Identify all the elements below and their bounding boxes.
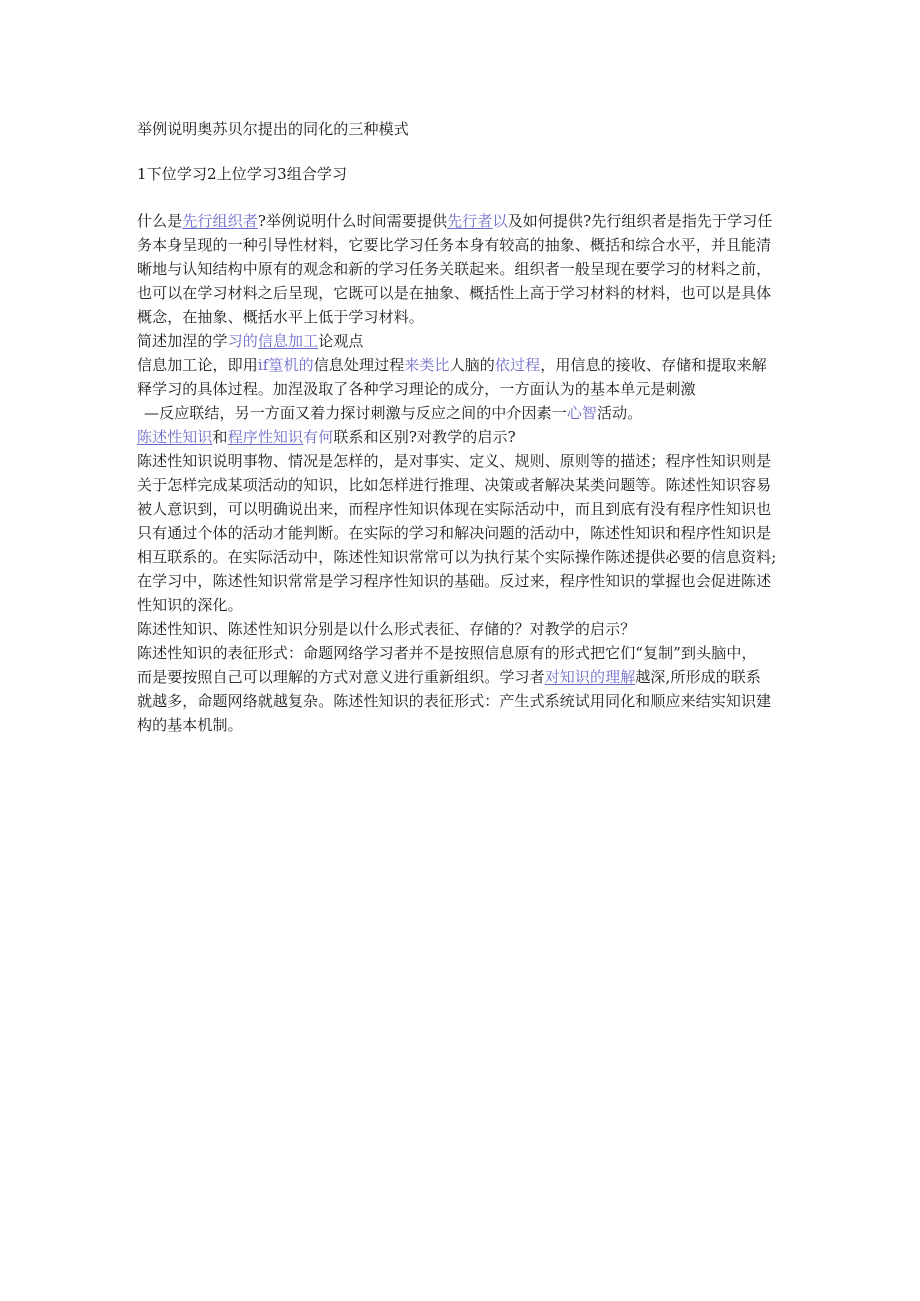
organizer-answer-start: 及如何提供?先行组织者是指先于学习任 [507,212,773,230]
organizer-answer-line-4: 也可以在学习材料之后呈现，它既可以是在抽象、概括性上高于学习材料的材料，也可以是具体 [137,284,772,302]
knowledge-answer-line-6: 在学习中，陈述性知识常常是学习程序性知识的基础。反过来，程序性知识的掌握也会促进陈述 [137,572,772,590]
organizer-answer-line-3: 晰地与认知结构中原有的观念和新的学习任务关联起来。组织者一般呈现在要学习的材料之前， [137,260,772,278]
and-text: 和 [212,428,228,446]
assimilation-heading: 举例说明奥苏贝尔提出的同化的三种模式 [137,120,409,138]
learning-modes-line: 1下位学习2上位学习3组合学习 [137,165,348,183]
knowledge-answer-line-7: 性知识的深化。 [137,596,243,614]
yi-link[interactable]: 以 [492,212,508,230]
representation-answer-2-suffix: 越深,所形成的联系 [635,668,761,686]
gagne-question-suffix: 论观点 [318,332,364,350]
gagne-answer-mid: 信息处理过程 [313,356,405,374]
gagne-answer-line-1 [137,353,767,377]
mind-link[interactable]: 心智 [566,404,598,422]
knowledge-answer-line-1: 陈述性知识说明事物、情况是怎样的，是对事实、定义、规则、原则等的描述；程序性知识则是 [137,452,772,470]
representation-answer-line-4: 构的基本机制。 [137,716,243,734]
youhe-link[interactable]: 有何 [303,428,334,446]
representation-answer-line-1: 陈述性知识的表征形式：命题网络学习者并不是按照信息原有的形式把它们“复制”到头脑中， [137,644,757,662]
organizer-question-mid: ?举例说明什么时间需要提供 [257,212,448,230]
representation-answer-line-3: 就越多，命题网络就越复杂。陈述性知识的表征形式：产生式系统试用同化和顺应来结实知识建 [137,692,772,710]
gagne-answer-prefix: 信息加工论，即用 [137,356,258,374]
information-processing-link[interactable]: 信息加工 [257,332,319,350]
representation-answer-2-prefix: 而是要按照自己可以理解的方式对意义进行重新组织。学习者 [137,668,545,686]
gagne-answer-tail: ，用信息的接收、存储和提取来解 [540,356,767,374]
gagne-answer-mid2: 人脑的 [449,356,495,374]
process-link[interactable]: 依过程 [494,356,541,374]
knowledge-answer-line-4: 只有通过个体的活动才能判断。在实际的学习和解决问题的活动中，陈述性知识和程序性知识是 [137,524,772,542]
knowledge-answer-line-2: 关于怎样完成某项活动的知识，比如怎样进行推理、决策或者解决某类问题等。陈述性知识容易 [137,476,772,494]
computer-link[interactable]: 篁机的 [268,356,314,374]
gagne-question-prefix: 简述加涅的学 [137,332,228,350]
pioneer-link[interactable]: 先行者 [447,212,493,230]
representation-answer-line-2 [137,665,761,689]
knowledge-answer-line-3: 被人意识到，可以明确说出来，而程序性知识体现在实际活动中，而且到底有没有程序性知识也 [137,500,772,518]
understanding-link[interactable]: 对知识的理解 [544,668,636,686]
declarative-knowledge-link[interactable]: 陈述性知识 [137,428,213,446]
if-link[interactable]: if [257,356,269,374]
knowledge-answer-line-5: 相互联系的。在实际活动中，陈述性知识常常可以为执行某个实际操作陈述提供必要的信息资料; [137,548,777,566]
gagne-answer-3-prefix: —反应联结，另一方面又着力探讨刺激与反应之间的中介因素一 [144,404,567,422]
gagne-answer-line-2: 释学习的具体过程。加涅汲取了各种学习理论的成分，一方面认为的基本单元是刺激 [137,380,696,398]
gagne-question-line [137,329,364,353]
analogy-link[interactable]: 来类比 [404,356,450,374]
advance-organizer-link[interactable]: 先行组织者 [182,212,258,230]
organizer-answer-line-2: 务本身呈现的一种引导性材料，它要比学习任务本身有较高的抽象、概括和综合水平，并且能清 [137,236,772,254]
gagne-answer-3-suffix: 活动。 [597,404,643,422]
organizer-question-line [137,209,772,233]
procedural-knowledge-link[interactable]: 程序性知识 [227,428,304,446]
representation-question: 陈述性知识、陈述性知识分别是以什么形式表征、存储的？对教学的启示？ [137,620,636,638]
organizer-question-prefix: 什么是 [137,212,183,230]
knowledge-question-line [137,425,516,449]
knowledge-question-suffix: 联系和区别?对教学的启示? [333,428,516,446]
gagne-answer-line-3 [144,401,642,425]
organizer-answer-line-5: 概念，在抽象、概括水平上低于学习材料。 [137,308,424,326]
learning-link[interactable]: 习的 [227,332,258,350]
